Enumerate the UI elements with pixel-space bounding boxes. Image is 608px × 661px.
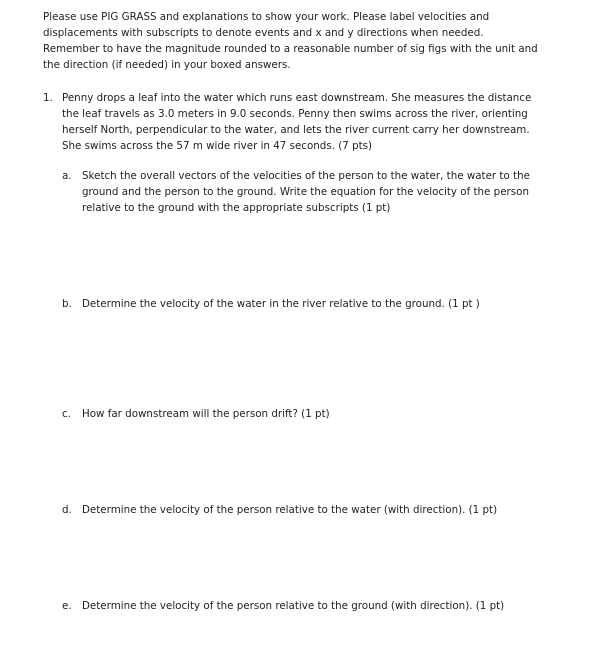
question-line: She swims across the 57 m wide river in 47 seconds. (7 pts) [62,140,373,152]
question-line: Penny drops a leaf into the water which runs east downstream. She measures the distance [62,92,532,104]
question-line: herself North, perpendicular to the water, and lets the river current carry her downstream. [62,124,530,136]
instructions-line: the direction (if needed) in your boxed answers. [43,59,291,71]
part-letter: c. [62,408,71,420]
part-text [82,502,562,518]
instructions-paragraph [43,9,563,73]
part-text [82,406,562,422]
part-letter: d. [62,504,72,516]
part-line: Sketch the overall vectors of the velocities of the person to the water, the water to the [82,170,530,182]
part-line: How far downstream will the person drift? (1 pt) [82,408,330,420]
instructions-line: displacements with subscripts to denote events and x and y directions when needed. [43,27,484,39]
part-text [82,296,562,312]
part-line: relative to the ground with the appropriate subscripts (1 pt) [82,202,391,214]
question-number: 1. [43,92,53,104]
part-letter: b. [62,298,72,310]
part-text [82,598,562,614]
part-line: ground and the person to the ground. Write the equation for the velocity of the person [82,186,529,198]
instructions-line: Remember to have the magnitude rounded to a reasonable number of sig figs with the unit and [43,43,538,55]
part-text [82,168,562,216]
part-line: Determine the velocity of the person relative to the ground (with direction). (1 pt) [82,600,505,612]
part-letter: e. [62,600,72,612]
instructions-line: Please use PIG GRASS and explanations to show your work. Please label velocities and [43,11,490,23]
question-1-text [62,90,582,154]
part-letter: a. [62,170,72,182]
part-line: Determine the velocity of the water in the river relative to the ground. (1 pt ) [82,298,480,310]
question-line: the leaf travels as 3.0 meters in 9.0 seconds. Penny then swims across the river, orienting [62,108,528,120]
part-line: Determine the velocity of the person relative to the water (with direction). (1 pt) [82,504,498,516]
